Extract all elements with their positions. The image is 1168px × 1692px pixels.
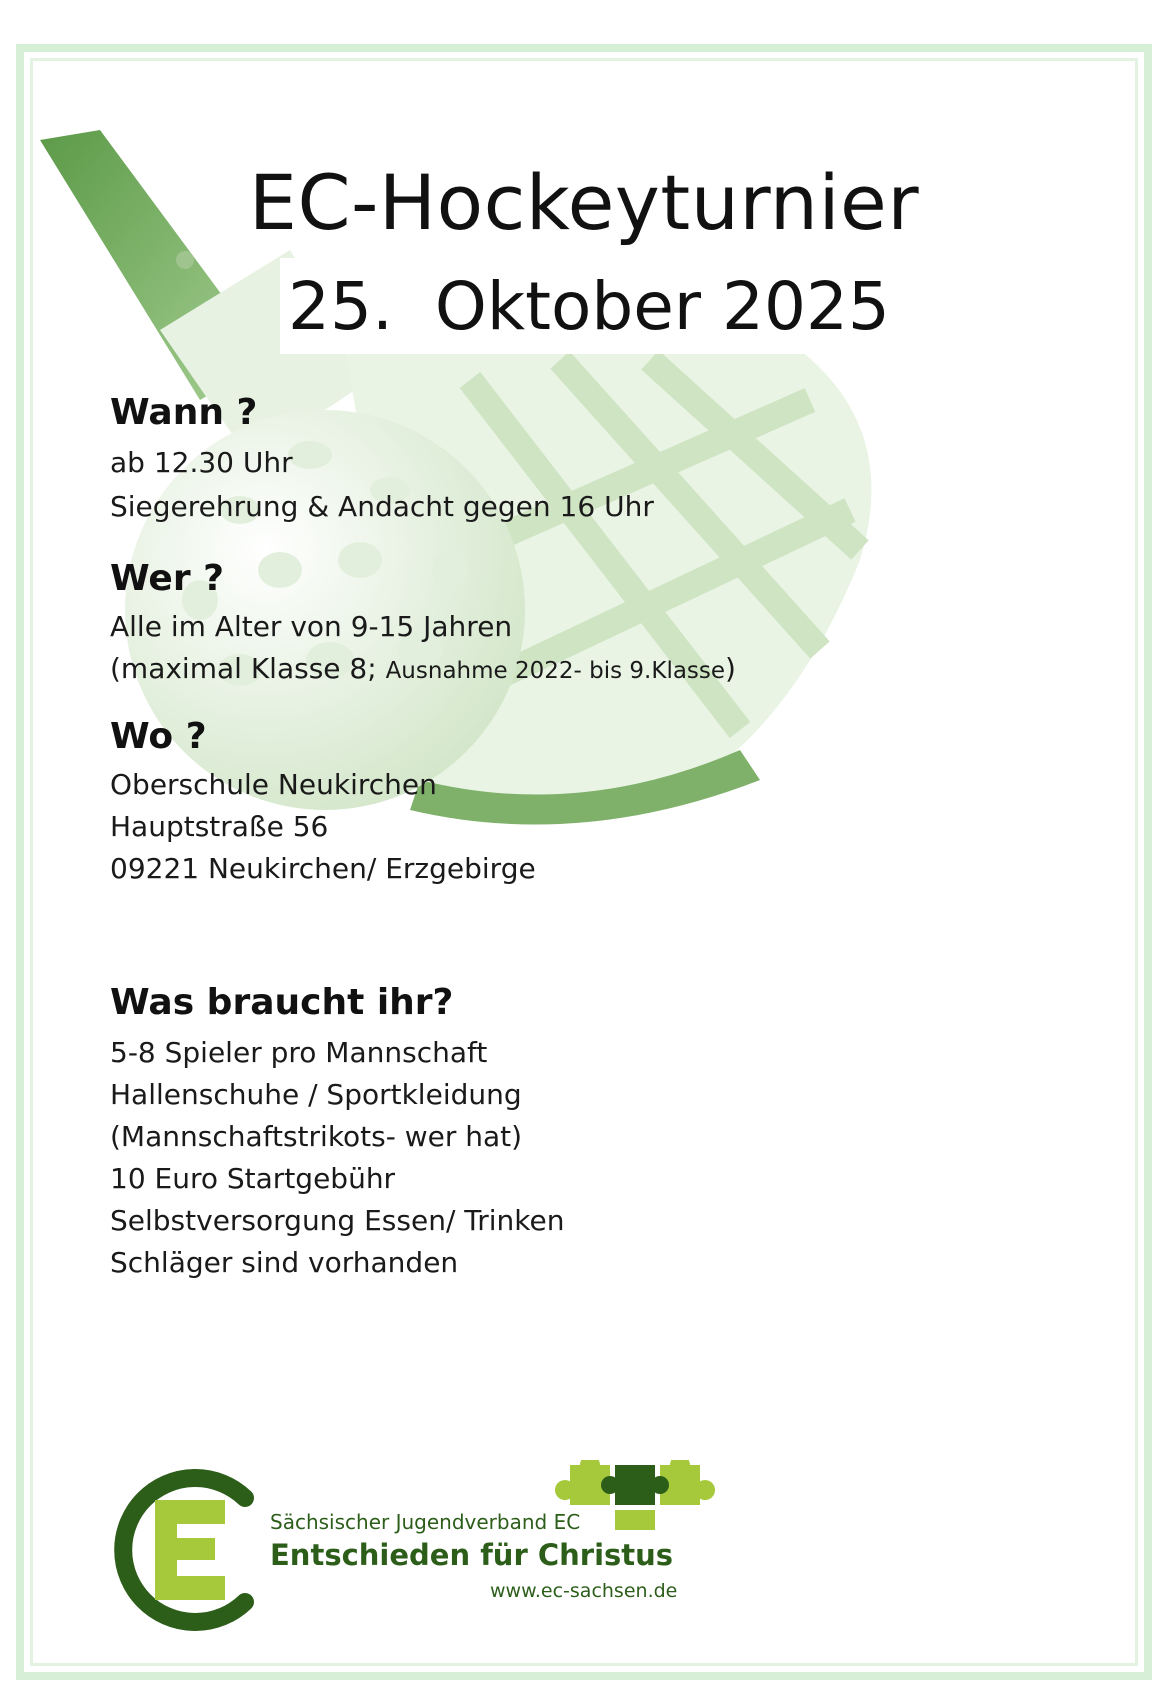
wann-line: ab 12.30 Uhr [110,446,293,479]
wer-line-2 [110,652,736,685]
wer-line: Alle im Alter von 9-15 Jahren [110,610,513,643]
wann-line: Siegerehrung & Andacht gegen 16 Uhr [110,490,654,523]
was-line: 10 Euro Startgebühr [110,1162,396,1195]
page-title: EC-Hockeyturnier [248,158,920,247]
wer-line-2c: ) [725,652,736,685]
logo-url: www.ec-sachsen.de [490,1580,678,1602]
wo-line: Hauptstraße 56 [110,810,329,843]
was-heading: Was braucht ihr? [110,982,454,1023]
was-line: Selbstversorgung Essen/ Trinken [110,1204,565,1237]
wo-heading: Wo ? [110,716,207,757]
was-line: Schläger sind vorhanden [110,1246,459,1279]
wer-heading: Wer ? [110,558,225,599]
wann-heading: Wann ? [110,392,258,433]
logo-slogan: Entschieden für Christus [270,1538,674,1572]
wer-line-2b: Ausnahme 2022- bis 9.Klasse [385,658,726,684]
wer-line-2a: (maximal Klasse 8; [110,652,386,685]
wo-line: 09221 Neukirchen/ Erzgebirge [110,852,536,885]
was-line: (Mannschaftstrikots- wer hat) [110,1120,523,1153]
event-date: 25. Oktober 2025 [288,268,890,345]
wo-line: Oberschule Neukirchen [110,768,437,801]
was-line: 5-8 Spieler pro Mannschaft [110,1036,488,1069]
was-line: Hallenschuhe / Sportkleidung [110,1078,522,1111]
logo-org-name: Sächsischer Jugendverband EC [270,1510,581,1534]
